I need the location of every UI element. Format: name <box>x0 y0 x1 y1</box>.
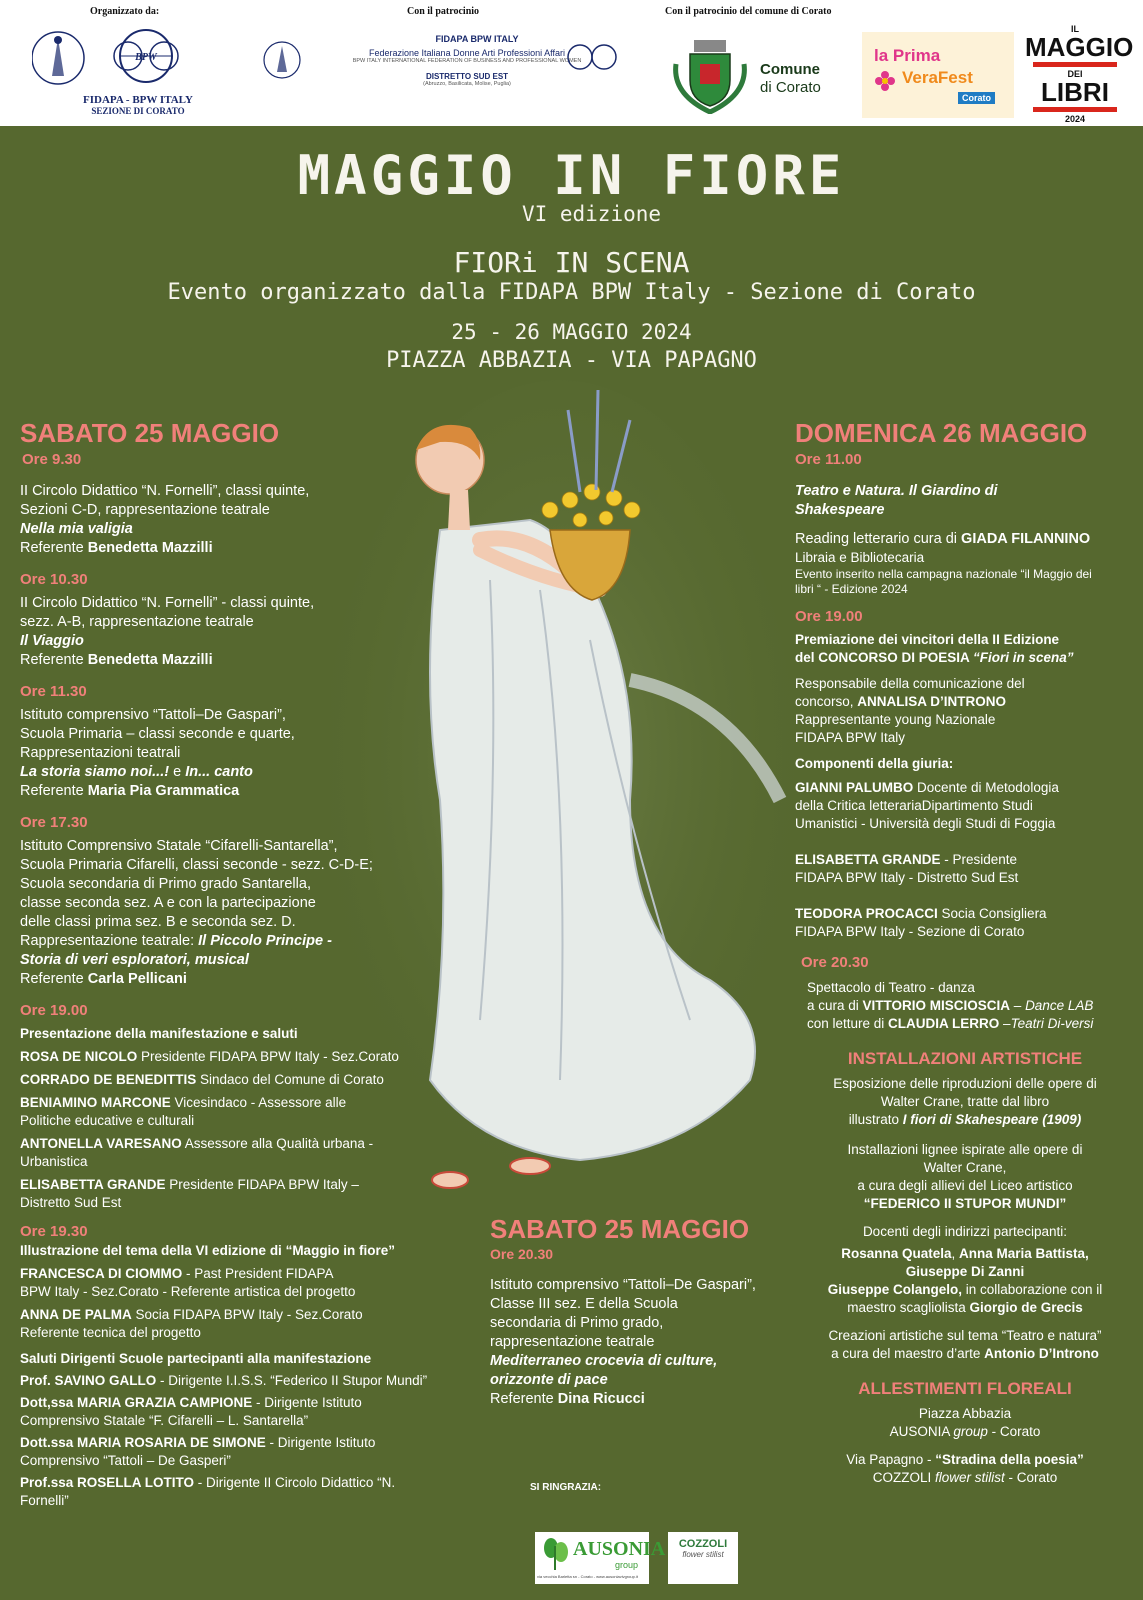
guest-name: Dott,ssa MARIA GRAZIA CAMPIONE <box>20 1395 253 1410</box>
edition: VI edizione <box>521 202 662 226</box>
teacher-name: Rosanna Quatela <box>841 1246 952 1261</box>
comune-corato-logo <box>672 34 852 114</box>
fidapa-name: FIDAPA - BPW ITALY <box>83 94 193 106</box>
federation-fullname: Federazione Italiana Donne Arti Professioni Affari <box>369 48 565 58</box>
referent-label: Referente <box>20 652 88 668</box>
event-title-2: Shakespeare <box>795 502 885 518</box>
guest-name: ANNA DE PALMA <box>20 1307 132 1322</box>
cozzoli-logo <box>668 1532 738 1584</box>
teacher-name: Giuseppe Colangelo, <box>827 1282 962 1297</box>
guest <box>20 1094 440 1112</box>
artist-name: Antonio D’Introno <box>984 1346 1099 1361</box>
event-time: Ore 20.30 <box>801 954 869 971</box>
collab-text: maestro scagliolista <box>847 1300 970 1315</box>
leaf-icon <box>539 1536 571 1570</box>
jury-heading: Componenti della giuria: <box>795 756 954 771</box>
creations-text <box>795 1345 1135 1363</box>
federation-block <box>262 34 632 114</box>
guest <box>20 1372 440 1390</box>
libri-year: 2024 <box>1064 114 1086 124</box>
show-line-3 <box>807 1015 1135 1033</box>
referent-name: Maria Pia Grammatica <box>87 783 240 799</box>
referent <box>20 539 440 558</box>
show-sep: – <box>1010 998 1026 1013</box>
award-heading-2 <box>795 649 1135 667</box>
event-place: PIAZZA ABBAZIA - VIA PAPAGNO <box>386 348 757 373</box>
libri-libri: LIBRI <box>1041 77 1109 107</box>
play-title-2: Storia di veri esploratori, musical <box>20 952 249 968</box>
teacher-name: Giuseppe Di Zanni <box>905 1264 1025 1279</box>
referent-name: Carla Pellicani <box>87 971 187 987</box>
referent <box>20 782 440 801</box>
campaign-note-2: libri “ - Edizione 2024 <box>795 582 908 596</box>
municipal-patronage-label: Con il patrocinio del comune di Corato <box>665 6 832 17</box>
book-title: I fiori di Skahespeare (1909) <box>902 1112 1082 1127</box>
collab-text: in collaborazione con il <box>961 1282 1103 1297</box>
guest-role-2: Urbanistica <box>20 1154 88 1169</box>
cozzoli-subtitle: flower stilist <box>682 1550 724 1559</box>
event-time: Ore 20.30 <box>490 1246 554 1262</box>
guest <box>20 1394 440 1412</box>
cozzoli-name: COZZOLI <box>678 1538 728 1550</box>
responsible-2 <box>795 693 1135 711</box>
installation-text: Walter Crane, <box>923 1160 1007 1175</box>
fidapa-logo <box>32 28 210 88</box>
federation-district: DISTRETTO SUD EST <box>425 72 509 81</box>
guest-role: - Dirigente Istituto <box>265 1435 376 1450</box>
guest <box>20 1135 440 1153</box>
thanks-label: SI RINGRAZIA: <box>530 1482 602 1493</box>
guest-name: ELISABETTA GRANDE <box>20 1177 166 1192</box>
ausonia-name: AUSONIA <box>573 1538 666 1560</box>
jury-role-2: FIDAPA BPW Italy - Sezione di Corato <box>795 924 1025 939</box>
sponsor-name: AUSONIA <box>889 1424 954 1439</box>
installations-heading: INSTALLAZIONI ARTISTICHE <box>847 1049 1083 1068</box>
guest-name: Prof. SAVINO GALLO <box>20 1373 157 1388</box>
guest <box>20 1306 440 1324</box>
event-line: Classe III sez. E della Scuola <box>490 1296 678 1312</box>
sponsor-type: flower stilist <box>934 1470 1005 1485</box>
responsible-4: FIDAPA BPW Italy <box>795 730 906 745</box>
jury-name: ELISABETTA GRANDE <box>795 852 941 867</box>
sponsor-header <box>0 0 1143 126</box>
guest-role: - Past President FIDAPA <box>182 1266 334 1281</box>
creations-text: Creazioni artistiche sul tema “Teatro e natura” <box>828 1328 1102 1343</box>
section-heading: Presentazione della manifestazione e saluti <box>20 1026 298 1041</box>
floral-text <box>795 1423 1135 1441</box>
guest-role-2: Politiche educative e culturali <box>20 1113 195 1128</box>
ausonia-url: via vecchia Barletta sn - Corato - www.ausoniavivgroup.it <box>537 1574 638 1579</box>
play-title-2: orizzonte di pace <box>490 1372 608 1388</box>
event-time: Ore 19.00 <box>795 608 863 625</box>
separator: , <box>951 1246 959 1261</box>
event-line: Istituto Comprensivo Statale “Cifarelli-Santarella”, <box>20 838 338 854</box>
event-subtitle: Evento organizzato dalla FIDAPA BPW Italy - Sezione di Corato <box>167 280 976 305</box>
play-title: La storia siamo noi...! <box>20 764 170 780</box>
guest <box>20 1071 440 1089</box>
guest-role-2: Distretto Sud Est <box>20 1195 122 1210</box>
event-line: Scuola secondaria di Primo grado Santarella, <box>20 876 311 892</box>
ausonia-logo <box>535 1532 666 1584</box>
event-time: Ore 11.30 <box>20 683 87 700</box>
guest-role: Socia FIDAPA BPW Italy - Sez.Corato <box>131 1307 363 1322</box>
primavera-line-3: Corato <box>958 92 995 104</box>
event-time: Ore 19.00 <box>20 1002 88 1019</box>
jury-role: Docente di Metodologia <box>913 780 1059 795</box>
referent-name: Dina Ricucci <box>557 1391 645 1407</box>
show-name: CLAUDIA LERRO <box>888 1016 1000 1031</box>
guest <box>20 1474 440 1510</box>
guest-role-2: Referente tecnica del progetto <box>20 1325 201 1340</box>
theme-title: FIORi IN SCENA <box>453 246 690 279</box>
event-line: delle classi prima sez. B e seconda sez. D. <box>20 914 296 930</box>
reading-text: Reading letterario cura di <box>795 531 962 547</box>
responsible-name: ANNALISA D’INTRONO <box>857 694 1007 709</box>
guest <box>20 1048 440 1066</box>
guest-role-2: BPW Italy - Sez.Corato - Referente artistica del progetto <box>20 1284 356 1299</box>
referent <box>20 651 440 670</box>
floral-title: “Stradina della poesia” <box>935 1452 1084 1467</box>
guest-role: Presidente FIDAPA BPW Italy - Sez.Corato <box>137 1049 399 1064</box>
primavera-line-1: la Prima <box>874 46 941 65</box>
campaign-note: Evento inserito nella campagna nazionale “il Maggio dei <box>795 567 1092 581</box>
event-title: Teatro e Natura. Il Giardino di <box>795 483 998 499</box>
guest-name: ROSA DE NICOLO <box>20 1049 138 1064</box>
teachers-line <box>795 1299 1135 1317</box>
floral-text: Piazza Abbazia <box>918 1406 1012 1421</box>
installation-text: Esposizione delle riproduzioni delle opere di <box>833 1076 1097 1091</box>
libri-dei: DEI <box>1067 69 1083 79</box>
play-title: Nella mia valigia <box>20 521 133 537</box>
guest-role-2: Comprensivo “Tattoli – De Gasperi” <box>20 1453 231 1468</box>
floral-text <box>795 1469 1135 1487</box>
guest-role: - Dirigente II Circolo Didattico “N. Fornelli” <box>20 1475 396 1508</box>
guest-name: BENIAMINO MARCONE <box>20 1095 171 1110</box>
jury-role-3: Umanistici - Università degli Studi di Foggia <box>795 816 1056 831</box>
responsible: Responsabile della comunicazione del <box>795 676 1025 691</box>
referent-label: Referente <box>490 1391 558 1407</box>
event-dates: 25 - 26 MAGGIO 2024 <box>451 320 692 344</box>
play-titles <box>20 763 440 782</box>
guest-role-2: Comprensivo Statale “F. Cifarelli – L. Santarella” <box>20 1413 309 1428</box>
installation-text: Walter Crane, tratte dal libro <box>880 1094 1050 1109</box>
referent-name: Benedetta Mazzilli <box>87 540 213 556</box>
floral-place: Via Papagno - <box>846 1452 936 1467</box>
award-heading: Premiazione dei vincitori della II Edizione <box>795 632 1060 647</box>
guest <box>20 1434 440 1452</box>
show-sep: – <box>999 1016 1011 1031</box>
referent-label: Referente <box>20 540 88 556</box>
day-heading: DOMENICA 26 MAGGIO <box>795 418 1088 448</box>
show-line-2 <box>807 997 1135 1015</box>
sponsor-city: - Corato <box>1004 1470 1058 1485</box>
sponsor-type: group <box>953 1424 988 1439</box>
sponsor-city: - Corato <box>987 1424 1041 1439</box>
jury-name: TEODORA PROCACCI <box>795 906 938 921</box>
event-line: sezz. A-B, rappresentazione teatrale <box>20 614 254 630</box>
libri-maggio: MAGGIO <box>1025 32 1134 62</box>
guest-name: CORRADO DE BENEDITTIS <box>20 1072 197 1087</box>
event-line <box>20 932 440 951</box>
creations-text-part: a cura del maestro d’arte <box>831 1346 985 1361</box>
federation-seal-icon <box>262 40 302 80</box>
installation-text: a cura degli allievi del Liceo artistico <box>857 1178 1073 1193</box>
event-line: II Circolo Didattico “N. Fornelli” - classi quinte, <box>20 595 315 611</box>
sponsor-name: COZZOLI <box>872 1470 935 1485</box>
event-time: Ore 19.30 <box>20 1223 88 1240</box>
guest <box>20 1265 440 1283</box>
teachers-heading: Docenti degli indirizzi partecipanti: <box>862 1224 1068 1239</box>
guest-role: - Dirigente Istituto <box>252 1395 362 1410</box>
event-line: rappresentazione teatrale <box>490 1334 655 1350</box>
teacher-name: Giorgio de Grecis <box>969 1300 1083 1315</box>
comune-name: Comune <box>760 61 820 78</box>
event-line: secondaria di Primo grado, <box>490 1315 664 1331</box>
teachers-line <box>795 1245 1135 1263</box>
event-line: Scuola Primaria – classi seconde e quarte, <box>20 726 295 742</box>
section-heading: Illustrazione del tema della VI edizione di “Maggio in fiore” <box>20 1243 396 1258</box>
guest-name: Dott.ssa MARIA ROSARIA DE SIMONE <box>20 1435 266 1450</box>
event-time: Ore 10.30 <box>20 571 88 588</box>
event-time: Ore 11.00 <box>795 451 862 468</box>
installation-text: Installazioni lignee ispirate alle opere di <box>847 1142 1083 1157</box>
play-title: In... canto <box>185 764 253 780</box>
event-line: II Circolo Didattico “N. Fornelli”, classi quinte, <box>20 483 310 499</box>
guest-name: ANTONELLA VARESANO <box>20 1136 182 1151</box>
show-company: Teatri Di-versi <box>1010 1016 1094 1031</box>
conjunction: e <box>169 764 186 780</box>
comune-name-2: di Corato <box>760 79 821 96</box>
reader-role: Libraia e Bibliotecaria <box>795 550 925 565</box>
reading-line <box>795 530 1135 549</box>
libri-il: IL <box>1071 24 1079 34</box>
right-column <box>795 418 1135 1487</box>
event-line-text: Rappresentazione teatrale: <box>20 933 199 949</box>
show-name: VITTORIO MISCIOSCIA <box>862 998 1011 1013</box>
event-line: Istituto comprensivo “Tattoli–De Gaspari”, <box>20 707 286 723</box>
show-text: con letture di <box>807 1016 889 1031</box>
day-heading: SABATO 25 MAGGIO <box>490 1214 750 1244</box>
event-line: Rappresentazioni teatrali <box>20 745 181 761</box>
installation-text <box>795 1111 1135 1129</box>
guest <box>20 1176 440 1194</box>
show-line: Spettacolo di Teatro - danza <box>807 980 975 995</box>
bpw-logo-text: BPW <box>135 52 157 63</box>
event-time: Ore 17.30 <box>20 814 88 831</box>
guest-role: Presidente FIDAPA BPW Italy – <box>165 1177 359 1192</box>
referent-label: Referente <box>20 783 88 799</box>
federation-title: FIDAPA BPW ITALY <box>435 34 519 44</box>
guest-role: Sindaco del Comune di Corato <box>196 1072 384 1087</box>
middle-column <box>490 1214 790 1409</box>
federation-regions: (Abruzzo, Basilicata, Molise, Puglia) <box>423 81 511 87</box>
jury-member <box>795 851 1135 869</box>
patronage-label: Con il patrocinio <box>407 6 480 17</box>
event-line: classe seconda sez. A e con la partecipazione <box>20 895 316 911</box>
main-title: MAGGIO IN FIORE <box>297 144 846 207</box>
jury-role-2: della Critica letterariaDipartimento Studi <box>795 798 1033 813</box>
referent-label: Referente <box>20 971 88 987</box>
guest-name: Prof.ssa ROSELLA LOTITO <box>20 1475 195 1490</box>
play-title: Il Piccolo Principe - <box>198 933 332 949</box>
maggio-dei-libri-logo <box>1025 24 1134 124</box>
organizer-label: Organizzato da: <box>90 6 160 17</box>
jury-name: GIANNI PALUMBO <box>795 780 914 795</box>
left-column <box>20 418 440 1510</box>
event-line: Scuola Primaria Cifarelli, classi seconde - sezz. C-D-E; <box>20 857 373 873</box>
floral-heading: ALLESTIMENTI FLOREALI <box>858 1379 1072 1398</box>
installation-text-part: illustrato <box>848 1112 903 1127</box>
ausonia-group: group <box>615 1560 639 1570</box>
play-title: Il Viaggio <box>20 633 84 649</box>
award-text: del CONCORSO DI POESIA <box>795 650 974 665</box>
award-title: “Fiori in scena” <box>973 650 1074 665</box>
jury-member <box>795 779 1135 797</box>
bpw-globe-icon <box>564 42 620 72</box>
event-line: Istituto comprensivo “Tattoli–De Gaspari”, <box>490 1277 756 1293</box>
flower-icon <box>874 70 896 92</box>
responsible-3: Rappresentante young Nazionale <box>795 712 996 727</box>
jury-role-2: FIDAPA BPW Italy - Distretto Sud Est <box>795 870 1019 885</box>
corato-coat-of-arms-icon <box>672 34 748 114</box>
jury-role: - Presidente <box>940 852 1018 867</box>
jury-role: Socia Consigliera <box>937 906 1047 921</box>
primavera-fest-logo <box>862 32 1014 118</box>
show-text: a cura di <box>807 998 863 1013</box>
primavera-line-2: VeraFest <box>902 68 973 87</box>
teachers-line <box>795 1281 1135 1299</box>
event-time: Ore 9.30 <box>22 451 82 468</box>
federation-international: BPW ITALY INTERNATIONAL FEDERATION OF BUSINESS AND PROFESSIONAL WOMEN <box>352 58 582 64</box>
guest-name: FRANCESCA DI CIOMMO <box>20 1266 183 1281</box>
teacher-name: Anna Maria Battista, <box>959 1246 1089 1261</box>
day-heading: SABATO 25 MAGGIO <box>20 418 280 448</box>
referent <box>490 1390 790 1409</box>
referent-name: Benedetta Mazzilli <box>87 652 213 668</box>
guest-role: - Dirigente I.I.S.S. “Federico II Stupor Mundi” <box>156 1373 428 1388</box>
guest-role: Vicesindaco - Assessore alle <box>170 1095 347 1110</box>
play-title: Mediterraneo crocevia di culture, <box>490 1353 718 1369</box>
floral-text <box>795 1451 1135 1469</box>
event-line: Sezioni C-D, rappresentazione teatrale <box>20 502 270 518</box>
fidapa-section: SEZIONE DI CORATO <box>91 106 185 116</box>
reader-name: GIADA FILANNINO <box>961 531 1091 547</box>
referent <box>20 970 440 989</box>
jury-member <box>795 905 1135 923</box>
responsible-text: concorso, <box>795 694 858 709</box>
show-company: Dance LAB <box>1025 998 1094 1013</box>
school-name: “FEDERICO II STUPOR MUNDI” <box>863 1196 1067 1211</box>
guest-role: Assessore alla Qualità urbana - <box>181 1136 374 1151</box>
section-heading: Saluti Dirigenti Scuole partecipanti alla manifestazione <box>20 1351 372 1366</box>
